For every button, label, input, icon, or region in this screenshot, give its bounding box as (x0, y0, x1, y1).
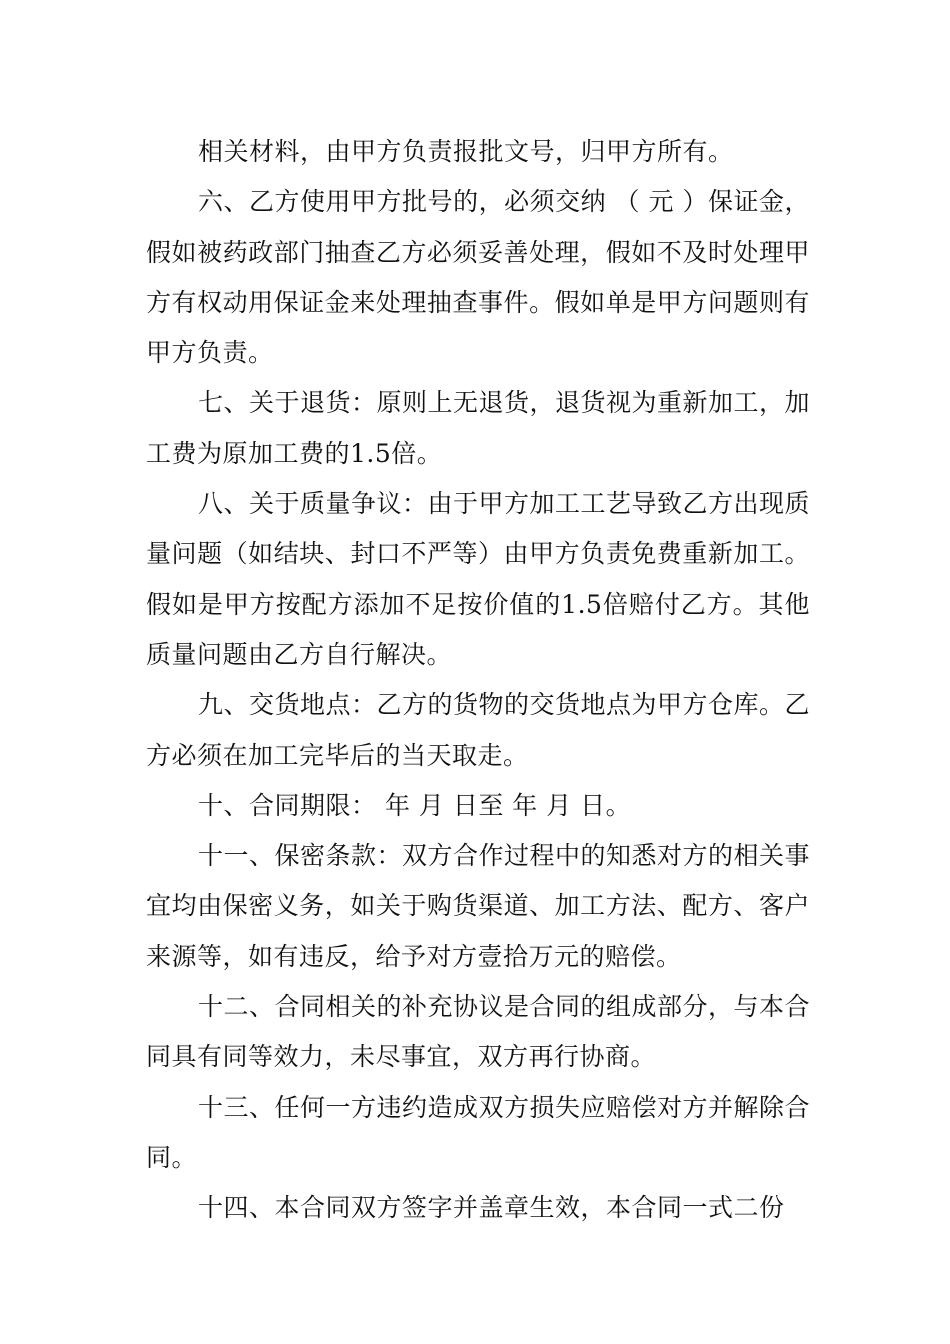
paragraph-clause-11: 十一、保密条款：双方合作过程中的知悉对方的相关事宜均由保密义务，如关于购货渠道、加工方法、配方、客户来源等，如有违反，给予对方壹拾万元的赔偿。 (146, 841, 811, 971)
document-body (146, 127, 810, 1234)
paragraph-clause-6: 六、乙方使用甲方批号的，必须交纳 （ 元 ）保证金，假如被药政部门抽查乙方必须妥善处理，假如不及时处理甲方有权动用保证金来处理抽查事件。假如单是甲方问题则有甲方负责。 (146, 187, 810, 368)
paragraph-clause-9: 九、交货地点：乙方的货物的交货地点为甲方仓库。乙方必须在加工完毕后的当天取走。 (146, 690, 811, 770)
paragraph-clause-12: 十二、合同相关的补充协议是合同的组成部分，与本合同具有同等效力，未尽事宜，双方再行协商。 (146, 992, 811, 1072)
paragraph-clause-8: 八、关于质量争议：由于甲方加工工艺导致乙方出现质量问题（如结块、封口不严等）由甲方负责免费重新加工。假如是甲方按配方添加不足按价值的1.5倍赔付乙方。其他质量问题由乙方自行解决。 (146, 489, 811, 669)
paragraph-clause-13: 十三、任何一方违约造成双方损失应赔偿对方并解除合同。 (146, 1092, 811, 1172)
paragraph-materials: 相关材料，由甲方负责报批文号，归甲方所有。 (198, 137, 734, 166)
paragraph-clause-10: 十、合同期限： 年 月 日至 年 月 日。 (198, 790, 632, 820)
paragraph-clause-7: 七、关于退货：原则上无退货，退货视为重新加工，加工费为原加工费的1.5倍。 (146, 388, 811, 468)
paragraph-clause-14: 十四、本合同双方签字并盖章生效，本合同一式二份 (198, 1193, 785, 1223)
